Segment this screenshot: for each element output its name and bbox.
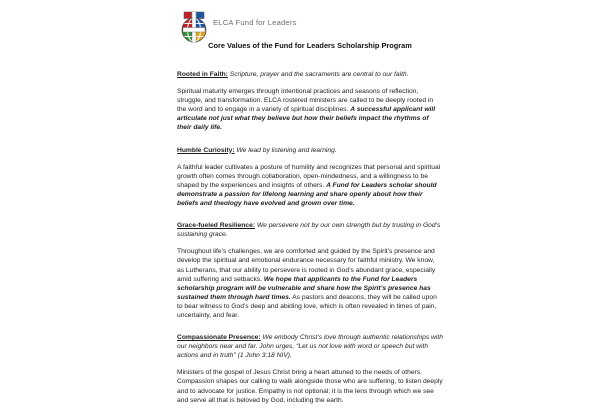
text-run: A Fund for Leaders scholar should demonstrate a passion for lifelong learning and share openly about how their beliefs and theology have evolved and grown over time. <box>177 181 437 208</box>
section-heading <box>177 70 443 79</box>
text-run: Humble Curiosity: <box>177 146 235 154</box>
text-run: We embody Christ’s love through authentic relationships with our neighbors near and far. John urges, “Let us not love with word or speech but with actions and in truth” (1 John 3:18 NIV). <box>177 334 443 360</box>
text-run: Rooted in Faith: <box>177 71 228 78</box>
text-run: A faithful leader cultivates a posture of humility and recognizes that personal and spiritual growth often comes through collaboration, open-mindedness, and a willingness to be shaped by the experiences and insights of others. <box>177 163 441 189</box>
text-run: Grace-fueled Resilience: <box>177 222 256 230</box>
logo-tile-blue-top <box>197 12 205 19</box>
section-body <box>177 87 443 132</box>
text-run: Spiritual maturity emerges through intentional practices and seasons of reflection, struggle, and transformation. ELCA rostered ministers are called to be deeply rooted in the word and to engage in a variety of spiritual disciplines. <box>177 88 434 114</box>
text-run: Ministers of the gospel of Jesus Christ bring a heart attuned to the needs of others. Compassion shapes our calling to walk alongside those who are suffering, to listen deeply and to advocate for justice. Empathy is not optional; it is the lens through which we see and serve all that is beloved by God, including the earth. <box>177 369 443 404</box>
text-run: We persevere not by our own strength but by trusting in God’s sustaining grace. <box>177 222 441 239</box>
text-run: Scripture, prayer and the sacraments are central to our faith. <box>227 71 409 78</box>
logo-tile-red-top <box>184 12 192 19</box>
text-run: Compassionate Presence: <box>177 334 261 342</box>
section-body <box>177 163 443 208</box>
text-run: A successful applicant will articulate not just what they believe but how their beliefs impact the rhythms of their daily life. <box>177 106 436 132</box>
text-run: As pastors and deacons, they will be called upon to bear witness to God’s deep and abiding love, which is often revealed in times of pain, uncertainty, and fear. <box>177 293 437 319</box>
brand-text: ELCA Fund for Leaders <box>213 18 297 27</box>
section-body <box>177 247 443 320</box>
text-run: Throughout life’s challenges, we are comforted and guided by the Spirit’s presence and develop the spiritual and emotional endurance necessary for faithful ministry. We know, as Lutherans, that our ability to persevere is rooted in God’s abundant grace, especially amid suffering and setbacks. <box>177 248 436 283</box>
sections <box>177 70 443 418</box>
section-heading <box>177 333 443 360</box>
document-header <box>181 11 297 43</box>
section-heading <box>177 146 443 155</box>
text-run: We lead by listening and learning. <box>234 146 337 154</box>
text-run: We hope that applicants to the Fund for Leaders scholarship program will be vulnerable and share how the Spirit’s presence has sustained them through hard times. <box>177 275 431 301</box>
section-heading <box>177 221 443 239</box>
page-title: Core Values of the Fund for Leaders Scholarship Program <box>208 41 412 50</box>
section-body <box>177 368 443 404</box>
elca-logo-icon <box>181 11 207 43</box>
